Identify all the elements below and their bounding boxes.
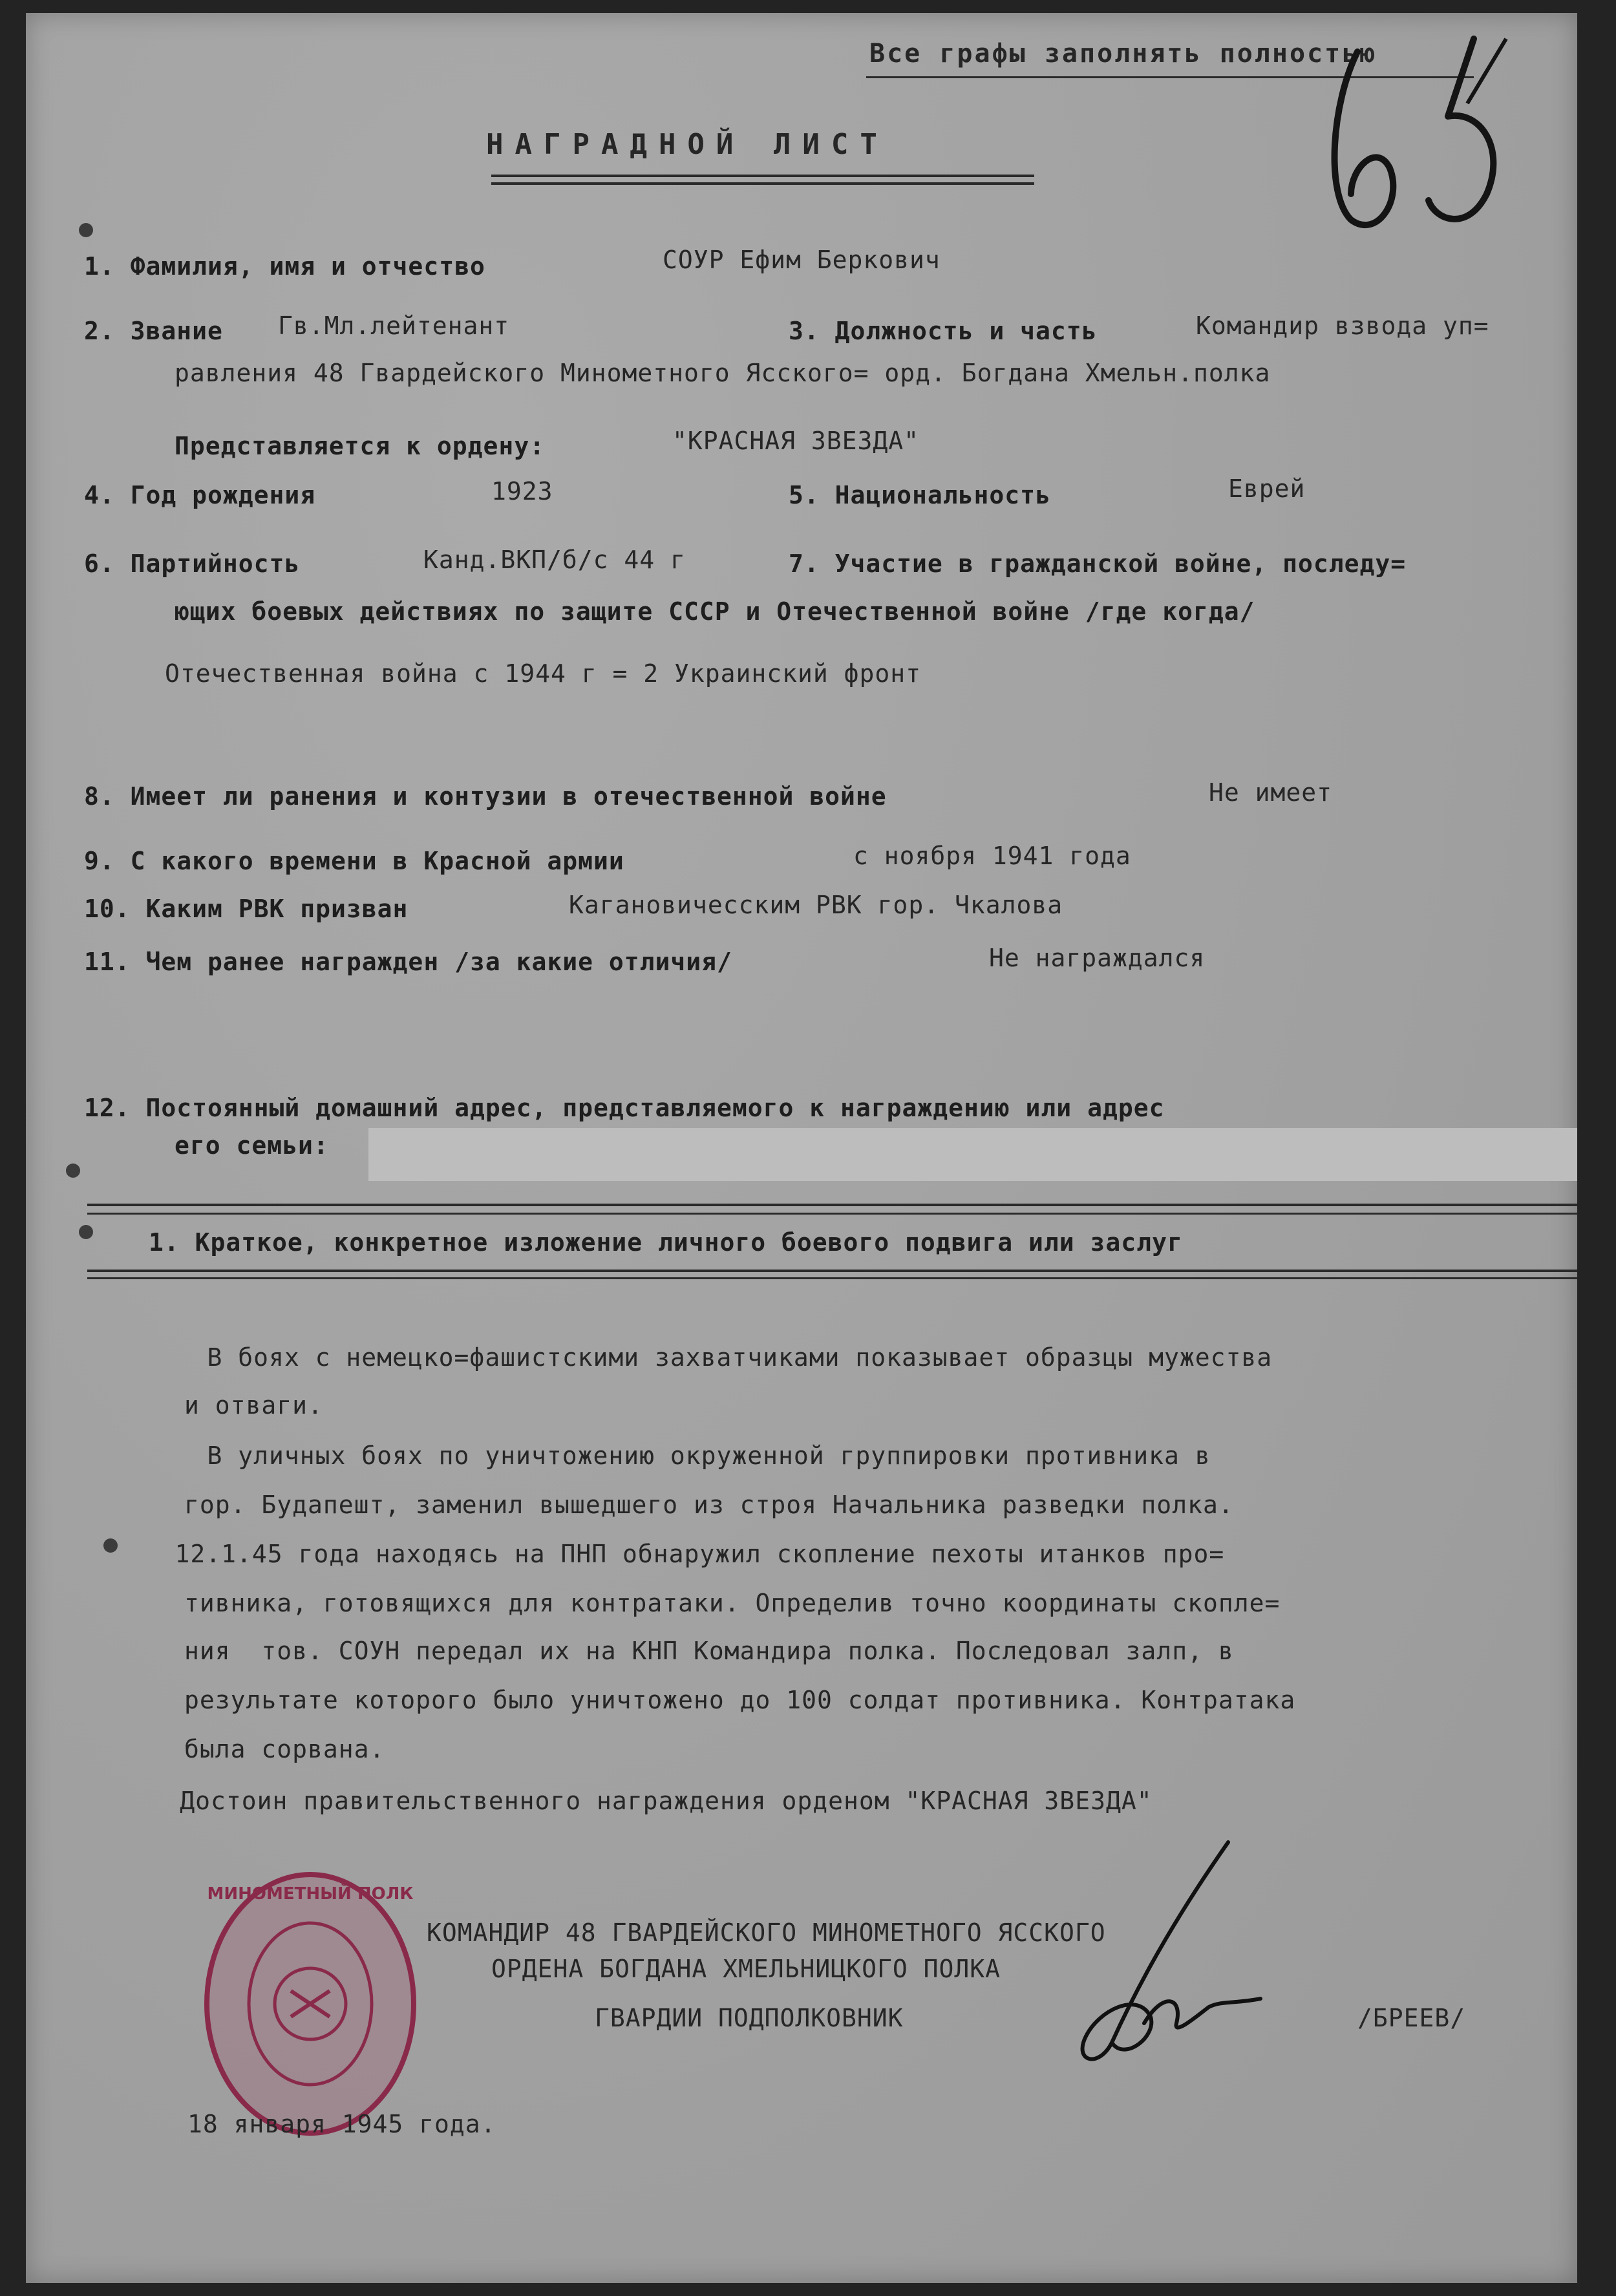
body-line: 12.1.45 года находясь на ПНП обнаружил скопление пехоты итанков про= [113,1540,1225,1568]
body-line: тивника, готовящихся для контратаки. Определив точно координаты скопле= [184,1589,1281,1617]
body-line: и отваги. [184,1391,323,1419]
field-8-value: Не имеет [1209,778,1333,807]
body-line: В уличных боях по уничтожению окруженной группировки противника в [145,1441,1211,1470]
field-9-value: с ноября 1941 года [853,842,1131,870]
page-title: НАГРАДНОЙ ЛИСТ [486,128,889,161]
field-11-value: Не награждался [989,944,1206,972]
seal-text: МИНОМЕТНЫЙ ПОЛК [207,1884,414,1904]
field-11-label: 11. Чем ранее награжден /за какие отличия/ [84,948,732,976]
punch-hole [66,1164,80,1178]
section-heading: 1. Краткое, конкретное изложение личного боевого подвига или заслуг [149,1228,1183,1257]
field-3-label: 3. Должность и часть [789,317,1098,345]
commander-name: /БРЕЕВ/ [1357,2004,1466,2032]
field-10-value: Кагановичесским РВК гор. Чкалова [569,891,1063,919]
punch-hole [79,1225,93,1239]
field-6-value: Канд.ВКП/б/с 44 г [423,546,686,574]
field-12-cont: его семьи: [175,1131,329,1160]
field-10-label: 10. Каким РВК призван [84,895,409,923]
section-rule [87,1277,1577,1279]
handwritten-signature [1015,1829,1286,2088]
field-7-value: Отечественная война с 1944 г = 2 Украинский фронт [165,659,922,688]
commander-rank: ГВАРДИИ ПОДПОЛКОВНИК [595,2004,904,2032]
field-6-label: 6. Партийность [84,549,301,578]
field-5-label: 5. Национальность [789,481,1051,509]
field-7-cont: ющих боевых действиях по защите СССР и Отечественной войне /где когда/ [175,597,1255,626]
field-3-value: Командир взвода уп= [1196,312,1489,340]
field-4-value: 1923 [491,477,553,505]
field-7-label: 7. Участие в гражданской войне, последу= [789,549,1407,578]
body-line: результате которого было уничтожено до 100 солдат противника. Контратака [184,1686,1296,1714]
field-9-label: 9. С какого времени в Красной армии [84,847,624,875]
field-8-label: 8. Имеет ли ранения и контузии в отечественной войне [84,782,887,811]
field-4-label: 4. Год рождения [84,481,316,509]
field-12-label: 12. Постоянный домашний адрес, представляемого к награждению или адрес [84,1094,1165,1122]
award-value: "КРАСНАЯ ЗВЕЗДА" [672,427,920,455]
commander-line-2: ОРДЕНА БОГДАНА ХМЕЛЬНИЦКОГО ПОЛКА [491,1955,1001,1983]
field-3-cont: равления 48 Гвардейского Минометного Ясского= орд. Богдана Хмельн.полка [175,359,1271,387]
field-5-value: Еврей [1228,474,1306,503]
punch-hole [79,223,93,237]
field-2-label: 2. Звание [84,317,223,345]
body-line: В боях с немецко=фашистскими захватчиками показывает образцы мужества [145,1343,1273,1372]
body-line: была сорвана. [184,1735,385,1763]
commander-line-1: КОМАНДИР 48 ГВАРДЕЙСКОГО МИНОМЕТНОГО ЯССКОГО [427,1919,1106,1947]
award-label: Представляется к ордену: [175,432,546,460]
field-1-value: СОУР Ефим Беркович [663,246,941,274]
fill-note: Все графы заполнять полностью [869,39,1377,69]
section-rule [87,1270,1577,1272]
document-date: 18 января 1945 года. [187,2110,496,2138]
redacted-address [368,1128,1577,1181]
body-line: Достоин правительственного награждения орденом "КРАСНАЯ ЗВЕЗДА" [87,1787,1153,1815]
section-rule [87,1204,1577,1206]
field-1-label: 1. Фамилия, имя и отчество [84,252,485,281]
field-2-value: Гв.Мл.лейтенант [278,312,510,340]
section-rule [87,1213,1577,1215]
body-line: ния тов. СОУН передал их на КНП Командира полка. Последовал залп, в [184,1637,1234,1665]
award-sheet [26,13,1577,2283]
regiment-seal [200,1868,420,2140]
title-underline [491,175,1034,177]
handwritten-number [1312,26,1519,246]
title-underline [491,182,1034,185]
body-line: гор. Будапешт, заменил вышедшего из строя Начальника разведки полка. [184,1491,1234,1519]
